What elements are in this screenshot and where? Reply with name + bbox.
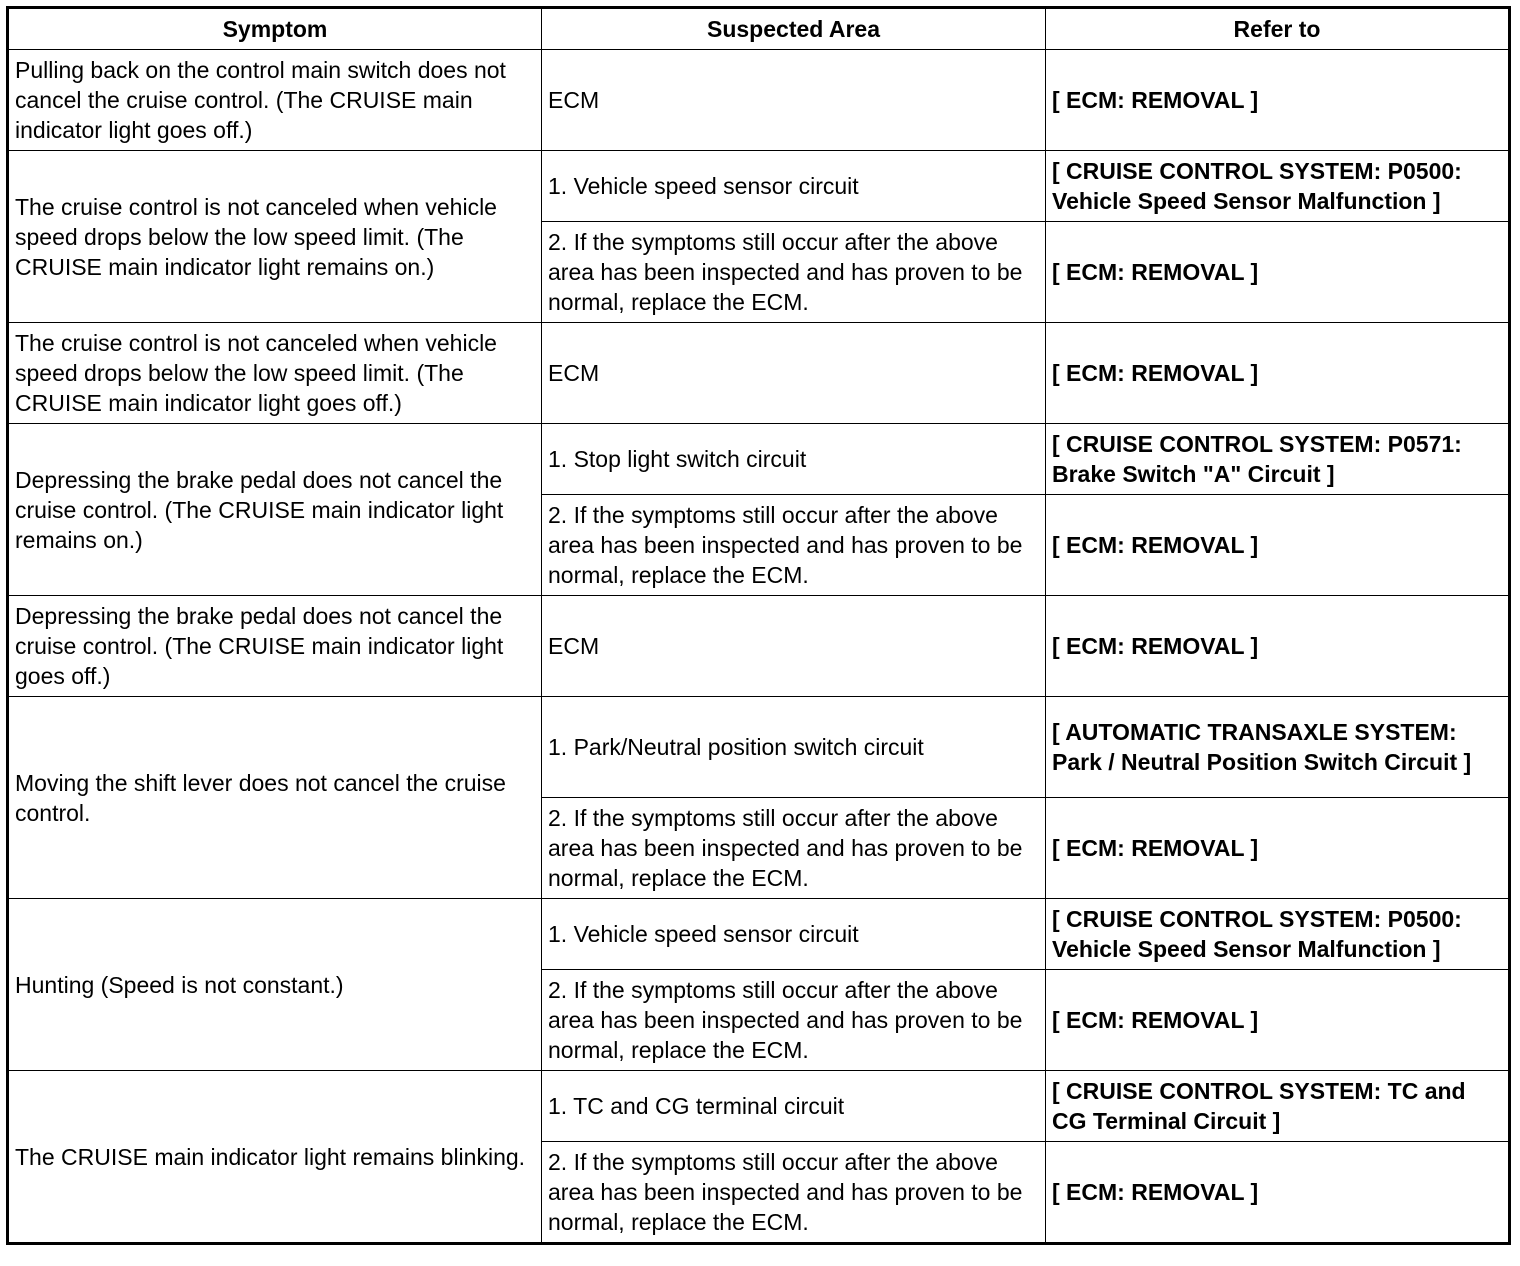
refer-to-link[interactable]: [ ECM: REMOVAL ] — [1046, 495, 1510, 596]
suspected-area-cell: 2. If the symptoms still occur after the above area has been inspected and has proven to be normal, replace the ECM. — [542, 1142, 1046, 1244]
table-row — [8, 697, 1510, 798]
table-row — [8, 899, 1510, 970]
symptom-cell: Depressing the brake pedal does not cancel the cruise control. (The CRUISE main indicator light remains on.) — [8, 424, 542, 596]
refer-to-link[interactable]: [ CRUISE CONTROL SYSTEM: P0500: Vehicle Speed Sensor Malfunction ] — [1046, 151, 1510, 222]
symptom-cell: Moving the shift lever does not cancel the cruise control. — [8, 697, 542, 899]
suspected-area-cell: ECM — [542, 596, 1046, 697]
suspected-area-cell: 2. If the symptoms still occur after the above area has been inspected and has proven to be normal, replace the ECM. — [542, 222, 1046, 323]
suspected-area-cell: ECM — [542, 323, 1046, 424]
symptom-cell: Hunting (Speed is not constant.) — [8, 899, 542, 1071]
suspected-area-cell: 1. TC and CG terminal circuit — [542, 1071, 1046, 1142]
refer-to-link[interactable]: [ ECM: REMOVAL ] — [1046, 1142, 1510, 1244]
refer-to-link[interactable]: [ ECM: REMOVAL ] — [1046, 323, 1510, 424]
table-row — [8, 50, 1510, 151]
refer-to-link[interactable]: [ ECM: REMOVAL ] — [1046, 596, 1510, 697]
symptom-cell: Pulling back on the control main switch does not cancel the cruise control. (The CRUISE main indicator light goes off.) — [8, 50, 542, 151]
table-row — [8, 323, 1510, 424]
header-symptom: Symptom — [8, 8, 542, 50]
suspected-area-cell: 1. Vehicle speed sensor circuit — [542, 151, 1046, 222]
table-row — [8, 1071, 1510, 1142]
refer-to-link[interactable]: [ CRUISE CONTROL SYSTEM: P0571: Brake Switch "A" Circuit ] — [1046, 424, 1510, 495]
header-row — [8, 8, 1510, 50]
refer-to-link[interactable]: [ AUTOMATIC TRANSAXLE SYSTEM: Park / Neutral Position Switch Circuit ] — [1046, 697, 1510, 798]
refer-to-link[interactable]: [ ECM: REMOVAL ] — [1046, 970, 1510, 1071]
header-refer-to: Refer to — [1046, 8, 1510, 50]
suspected-area-cell: 2. If the symptoms still occur after the above area has been inspected and has proven to be normal, replace the ECM. — [542, 495, 1046, 596]
refer-to-link[interactable]: [ ECM: REMOVAL ] — [1046, 222, 1510, 323]
suspected-area-cell: 2. If the symptoms still occur after the above area has been inspected and has proven to be normal, replace the ECM. — [542, 970, 1046, 1071]
suspected-area-cell: 1. Stop light switch circuit — [542, 424, 1046, 495]
refer-to-link[interactable]: [ ECM: REMOVAL ] — [1046, 50, 1510, 151]
table-row — [8, 596, 1510, 697]
suspected-area-cell: 2. If the symptoms still occur after the above area has been inspected and has proven to be normal, replace the ECM. — [542, 798, 1046, 899]
suspected-area-cell: ECM — [542, 50, 1046, 151]
refer-to-link[interactable]: [ ECM: REMOVAL ] — [1046, 798, 1510, 899]
refer-to-link[interactable]: [ CRUISE CONTROL SYSTEM: TC and CG Terminal Circuit ] — [1046, 1071, 1510, 1142]
symptom-cell: The cruise control is not canceled when vehicle speed drops below the low speed limit. (The CRUISE main indicator light remains on.) — [8, 151, 542, 323]
symptom-cell: Depressing the brake pedal does not cancel the cruise control. (The CRUISE main indicator light goes off.) — [8, 596, 542, 697]
symptom-cell: The CRUISE main indicator light remains blinking. — [8, 1071, 542, 1244]
table-row — [8, 151, 1510, 222]
suspected-area-cell: 1. Park/Neutral position switch circuit — [542, 697, 1046, 798]
suspected-area-cell: 1. Vehicle speed sensor circuit — [542, 899, 1046, 970]
symptom-table — [6, 6, 1511, 1245]
header-suspected-area: Suspected Area — [542, 8, 1046, 50]
symptom-cell: The cruise control is not canceled when vehicle speed drops below the low speed limit. (The CRUISE main indicator light goes off.) — [8, 323, 542, 424]
table-row — [8, 424, 1510, 495]
refer-to-link[interactable]: [ CRUISE CONTROL SYSTEM: P0500: Vehicle Speed Sensor Malfunction ] — [1046, 899, 1510, 970]
